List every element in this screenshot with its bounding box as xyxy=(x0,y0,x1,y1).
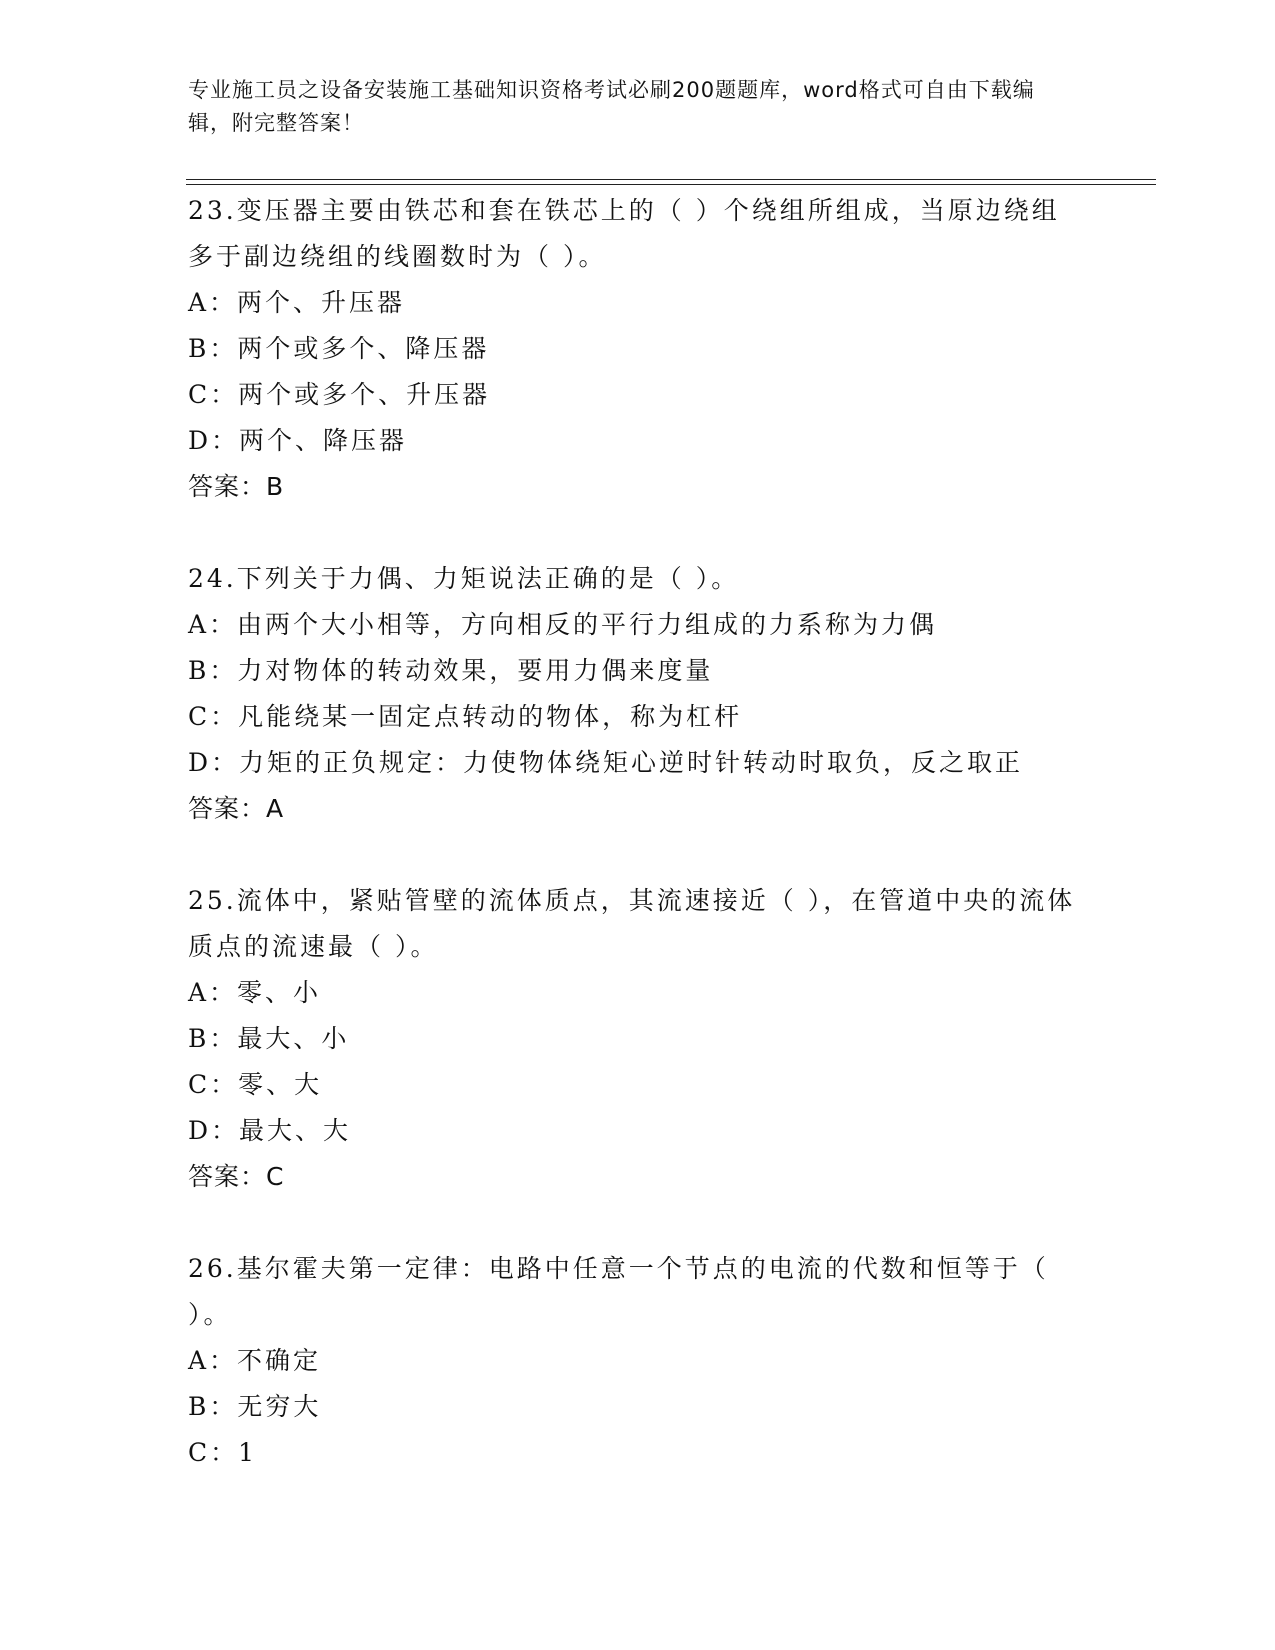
document-header xyxy=(188,74,1068,140)
option-d: D：最大、大 xyxy=(188,1116,352,1145)
option-d: D：两个、降压器 xyxy=(188,426,408,455)
question-stem: 25.流体中，紧贴管壁的流体质点，其流速接近（ ），在管道中央的流体质点的流速最（ ）。 xyxy=(188,886,1076,961)
option-a: A：零、小 xyxy=(188,978,322,1007)
option-b: B：无穷大 xyxy=(188,1392,322,1421)
document-title: 专业施工员之设备安装施工基础知识资格考试必刷200题题库，word格式可自由下载编辑，附完整答案！ xyxy=(188,78,1035,135)
question-list xyxy=(188,188,1078,1522)
question-25 xyxy=(188,878,1078,1200)
question-23 xyxy=(188,188,1078,510)
option-c: C：凡能绕某一固定点转动的物体，称为杠杆 xyxy=(188,702,743,731)
question-stem: 23.变压器主要由铁芯和套在铁芯上的（ ）个绕组所组成，当原边绕组多于副边绕组的线圈数时为（ ）。 xyxy=(188,196,1060,271)
question-stem: 24.下列关于力偶、力矩说法正确的是（ ）。 xyxy=(188,564,740,593)
option-b: B：最大、小 xyxy=(188,1024,350,1053)
answer-text: 答案：B xyxy=(188,472,285,501)
option-c: C：两个或多个、升压器 xyxy=(188,380,491,409)
question-24 xyxy=(188,556,1078,832)
question-26 xyxy=(188,1246,1078,1476)
option-a: A：由两个大小相等，方向相反的平行力组成的力系称为力偶 xyxy=(188,610,938,639)
answer-text: 答案：A xyxy=(188,794,285,823)
option-b: B：力对物体的转动效果，要用力偶来度量 xyxy=(188,656,714,685)
option-a: A：不确定 xyxy=(188,1346,322,1375)
question-stem: 26.基尔霍夫第一定律：电路中任意一个节点的电流的代数和恒等于（ ）。 xyxy=(188,1254,1049,1329)
answer-text: 答案：C xyxy=(188,1162,285,1191)
option-d: D：力矩的正负规定：力使物体绕矩心逆时针转动时取负，反之取正 xyxy=(188,748,1024,777)
header-divider-top xyxy=(186,179,1156,180)
option-c: C：1 xyxy=(188,1438,258,1467)
option-b: B：两个或多个、降压器 xyxy=(188,334,490,363)
option-a: A：两个、升压器 xyxy=(188,288,406,317)
header-divider-bottom xyxy=(186,184,1156,185)
option-c: C：零、大 xyxy=(188,1070,323,1099)
